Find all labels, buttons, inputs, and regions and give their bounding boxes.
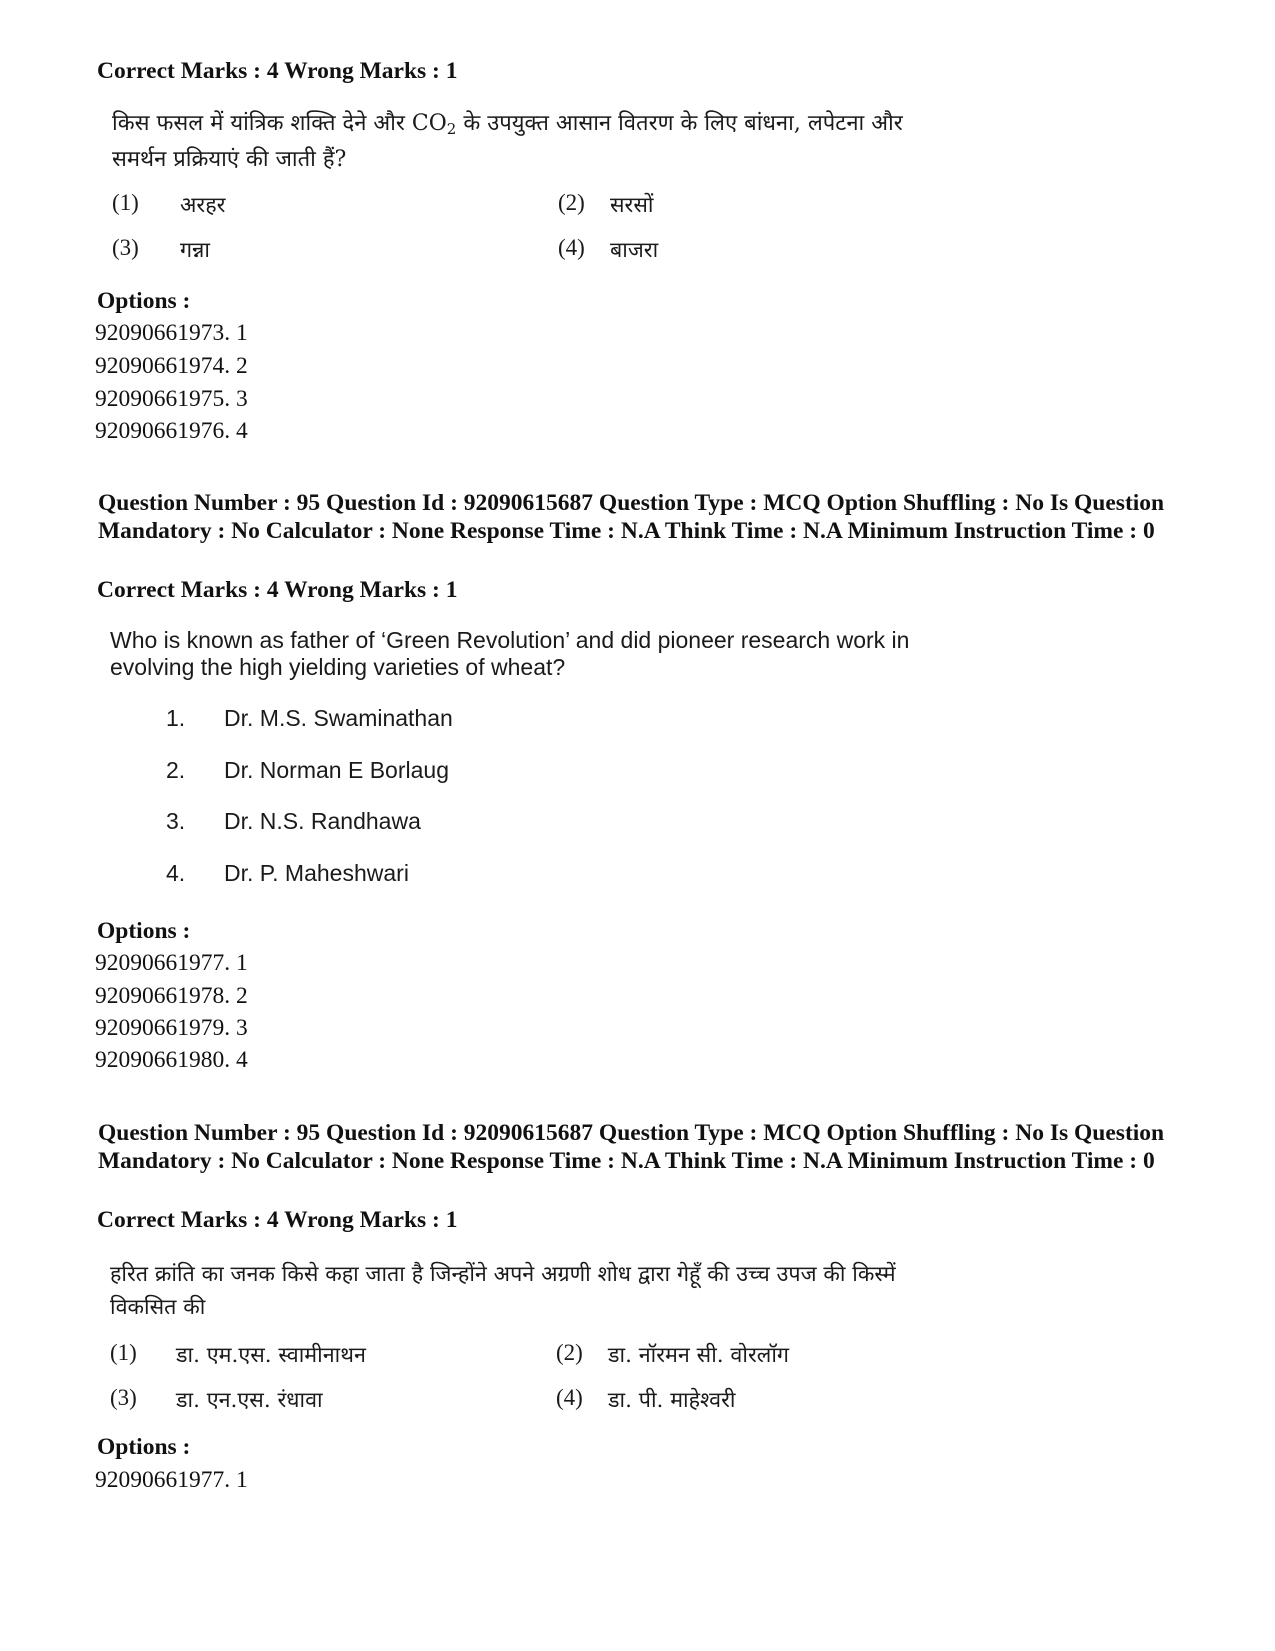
marks-line: Correct Marks : 4 Wrong Marks : 1: [97, 1207, 458, 1233]
choice-number: (3): [110, 1385, 137, 1410]
choice-number: (4): [556, 1385, 583, 1410]
option-row: 92090661977. 1: [95, 950, 248, 976]
choice-text: सरसों: [610, 193, 654, 218]
choice-text: Dr. N.S. Randhawa: [224, 808, 421, 834]
option-row: 92090661978. 2: [95, 983, 248, 1009]
question-text-line1: [112, 107, 903, 138]
choice-number: (3): [112, 235, 139, 260]
choice-text: डा. एन.एस. रंधावा: [176, 1388, 323, 1413]
question-text-line1: हरित क्रांति का जनक किसे कहा जाता है जिन्होंने अपने अग्रणी शोध द्वारा गेहूँ की उच्च उपज की किस्में: [110, 1262, 896, 1287]
choice-number: 3.: [166, 808, 186, 834]
choice-number: (2): [556, 1340, 583, 1365]
question-text-line2: विकसित की: [110, 1295, 206, 1320]
question-text-part: किस फसल में यांत्रिक शक्ति देने और CO: [112, 111, 447, 136]
choice-number: (4): [558, 235, 585, 260]
option-row: 92090661974. 2: [95, 353, 248, 379]
choice-text: गन्ना: [180, 238, 210, 263]
option-row: 92090661980. 4: [95, 1047, 248, 1073]
option-row: 92090661973. 1: [95, 320, 248, 346]
choice-text: अरहर: [180, 193, 226, 218]
marks-line: Correct Marks : 4 Wrong Marks : 1: [97, 577, 458, 603]
options-label: Options :: [97, 288, 191, 314]
choice-number: (2): [558, 190, 585, 215]
choice-text: डा. एम.एस. स्वामीनाथन: [176, 1343, 366, 1368]
choice-number: 2.: [166, 757, 186, 783]
subscript: 2: [446, 120, 457, 138]
choice-text: Dr. Norman E Borlaug: [224, 757, 449, 783]
question-text-line2: evolving the high yielding varieties of wheat?: [110, 654, 566, 680]
options-label: Options :: [97, 918, 191, 944]
choice-text: डा. नॉरमन सी. वोरलॉग: [608, 1343, 789, 1368]
choice-text: Dr. P. Maheshwari: [224, 860, 409, 886]
choice-number: 4.: [166, 860, 186, 886]
choice-number: (1): [110, 1340, 137, 1365]
options-label: Options :: [97, 1434, 191, 1460]
option-row: 92090661977. 1: [95, 1467, 248, 1493]
choice-text: डा. पी. माहेश्वरी: [608, 1388, 736, 1413]
question-text-part: के उपयुक्त आसान वितरण के लिए बांधना, लपेटना और: [456, 111, 903, 136]
option-row: 92090661976. 4: [95, 418, 248, 444]
choice-number: 1.: [166, 705, 186, 731]
option-row: 92090661979. 3: [95, 1015, 248, 1041]
choice-number: (1): [112, 190, 139, 215]
question-header: Question Number : 95 Question Id : 92090615687 Question Type : MCQ Option Shuffling : No Is Question Mandatory : No Calculator : None Response Time : N.A Think Time : N.A Minimum Instruction Time : 0: [98, 490, 1165, 544]
option-row: 92090661975. 3: [95, 386, 248, 412]
choice-text: बाजरा: [610, 238, 659, 263]
question-text-line2: समर्थन प्रक्रियाएं की जाती हैं?: [112, 147, 347, 172]
choice-text: Dr. M.S. Swaminathan: [224, 705, 453, 731]
question-header: Question Number : 95 Question Id : 92090615687 Question Type : MCQ Option Shuffling : No Is Question Mandatory : No Calculator : None Response Time : N.A Think Time : N.A Minimum Instruction Time : 0: [98, 1120, 1165, 1174]
question-text-line1: Who is known as father of ‘Green Revolution’ and did pioneer research work in: [110, 627, 910, 653]
marks-line: Correct Marks : 4 Wrong Marks : 1: [97, 58, 458, 84]
